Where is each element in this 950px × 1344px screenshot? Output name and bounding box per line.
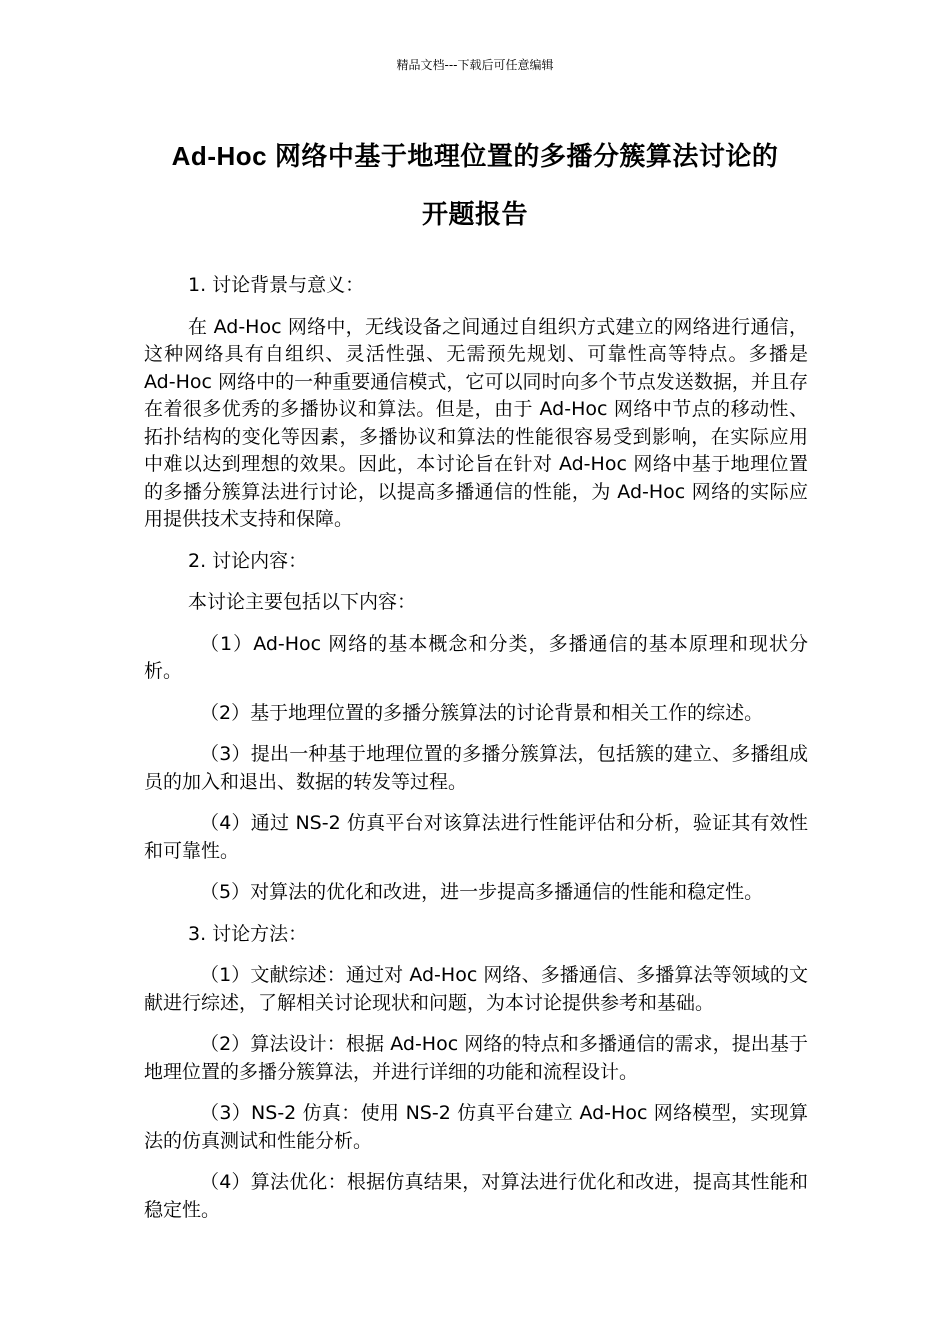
- section-2-item: （5）对算法的优化和改进，进一步提高多播通信的性能和稳定性。: [200, 881, 764, 903]
- section-3-item: （1）文献综述：通过对 Ad-Hoc 网络、多播通信、多播算法等领域的文献进行综述，了解相关讨论现状和问题，为本讨论提供参考和基础。: [144, 964, 808, 1014]
- header-note: 精品文档---下载后可任意编辑: [396, 58, 554, 72]
- document-title-line-1: Ad-Hoc 网络中基于地理位置的多播分簇算法讨论的: [171, 141, 779, 171]
- section-2-heading: 2. 讨论内容：: [188, 549, 308, 572]
- section-3-item: （3）NS-2 仿真：使用 NS-2 仿真平台建立 Ad-Hoc 网络模型，实现算法的仿真测试和性能分析。: [144, 1102, 808, 1152]
- section-2-item: （2）基于地理位置的多播分簇算法的讨论背景和相关工作的综述。: [200, 701, 764, 724]
- section-1-heading: 1. 讨论背景与意义：: [188, 274, 365, 296]
- document-body: [144, 272, 808, 1238]
- section-3-item: （2）算法设计：根据 Ad-Hoc 网络的特点和多播通信的需求，提出基于地理位置的多播分簇算法，并进行详细的功能和流程设计。: [144, 1033, 808, 1083]
- section-2-item: （1）Ad-Hoc 网络的基本概念和分类，多播通信的基本原理和现状分析。: [144, 632, 808, 682]
- section-2-item: （3）提出一种基于地理位置的多播分簇算法，包括簇的建立、多播组成员的加入和退出、数据的转发等过程。: [144, 743, 808, 793]
- document-title-line-2: 开题报告: [421, 199, 528, 229]
- section-3-heading: 3. 讨论方法：: [188, 922, 308, 945]
- section-1-paragraph: 在 Ad-Hoc 网络中，无线设备之间通过自组织方式建立的网络进行通信，这种网络具有自组织、灵活性强、无需预先规划、可靠性高等特点。多播是 Ad-Hoc 网络中的一种重要通信模式，它可以同时向多个节点发送数据，并且存在着很多优秀的多播协议和算法。但是，由于 Ad-Hoc 网络中节点的移动性、拓扑结构的变化等因素，多播协议和算法的性能很容易受到影响，在实际应用中难以达到理想的效果。因此，本讨论旨在针对 Ad-Hoc 网络中基于地理位置的多播分簇算法进行讨论，以提高多播通信的性能，为 Ad-Hoc 网络的实际应用提供技术支持和保障。: [144, 315, 808, 530]
- section-2-intro: 本讨论主要包括以下内容：: [188, 591, 417, 613]
- section-3-item: （4）算法优化：根据仿真结果，对算法进行优化和改进，提高其性能和稳定性。: [144, 1171, 808, 1221]
- section-2-item: （4）通过 NS-2 仿真平台对该算法进行性能评估和分析，验证其有效性和可靠性。: [144, 812, 808, 862]
